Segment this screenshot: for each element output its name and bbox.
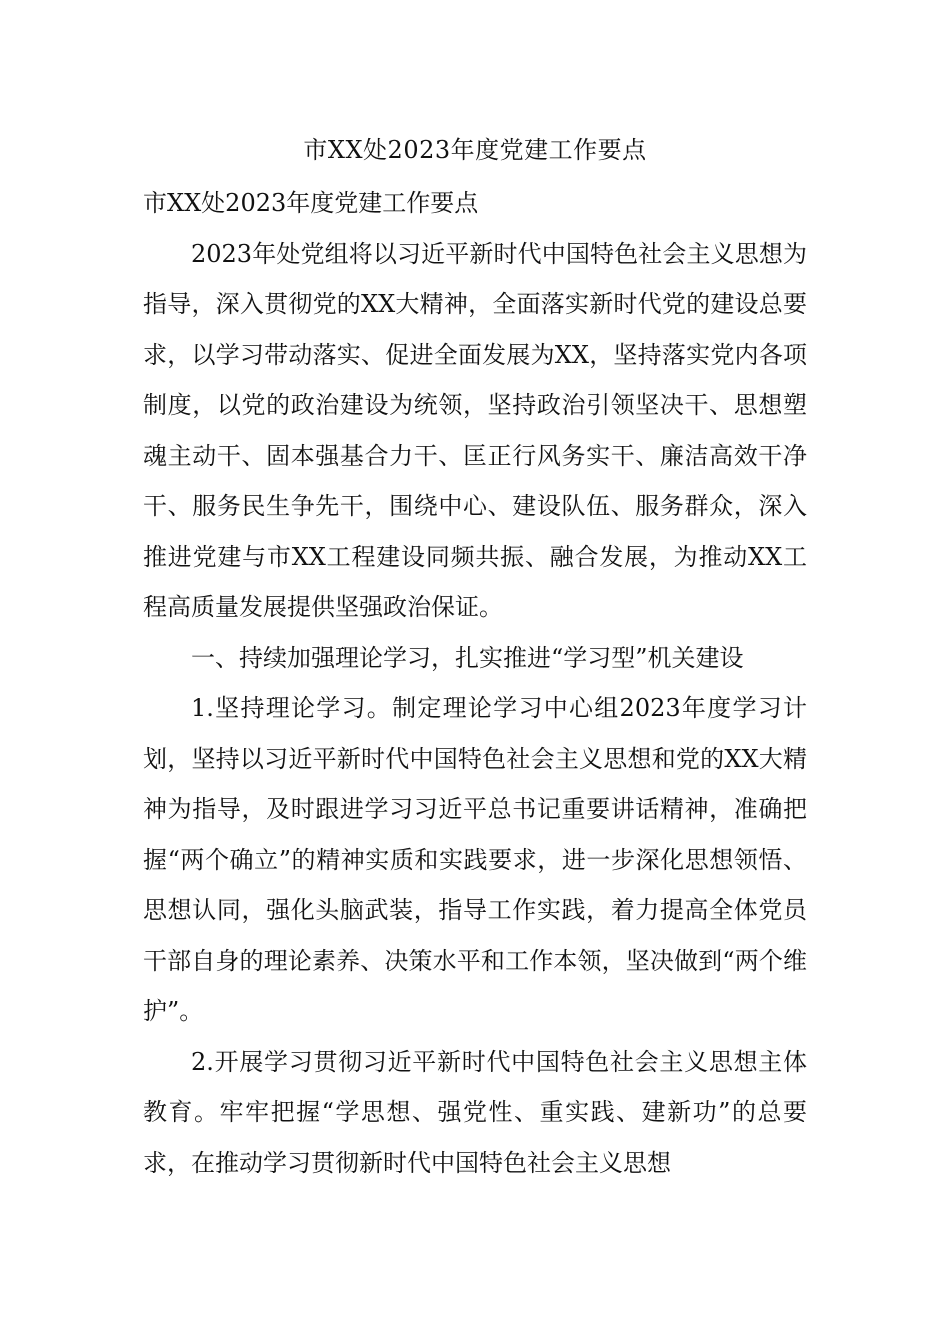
item-paragraph-1: 1.坚持理论学习。制定理论学习中心组2023年度学习计划，坚持以习近平新时代中国特色社会主义思想和党的XX大精神为指导，及时跟进学习习近平总书记重要讲话精神，准确把握“两个确立”的精神实质和实践要求，进一步深化思想领悟、思想认同，强化头脑武装，指导工作实践，着力提高全体党员干部自身的理论素养、决策水平和工作本领，坚决做到“两个维护”。 [143,694,807,1025]
document-title: 市XX处2023年度党建工作要点 [303,136,647,164]
intro-paragraph: 2023年处党组将以习近平新时代中国特色社会主义思想为指导，深入贯彻党的XX大精神，全面落实新时代党的建设总要求，以学习带动落实、促进全面发展为XX，坚持落实党内各项制度，以党的政治建设为统领，坚持政治引领坚决干、思想塑魂主动干、固本强基合力干、匡正行风务实干、廉洁高效干净干、服务民生争先干，围绕中心、建设队伍、服务群众，深入推进党建与市XX工程建设同频共振、融合发展，为推动XX工程高质量发展提供坚强政治保证。 [143,239,807,621]
document-body [143,178,807,1188]
document-subtitle: 市XX处2023年度党建工作要点 [143,189,479,217]
section-heading-1: 一、持续加强理论学习，扎实推进“学习型”机关建设 [191,643,744,672]
item-paragraph-2: 2.开展学习贯彻习近平新时代中国特色社会主义思想主体教育。牢牢把握“学思想、强党性、重实践、建新功”的总要求，在推动学习贯彻新时代中国特色社会主义思想 [143,1047,807,1177]
